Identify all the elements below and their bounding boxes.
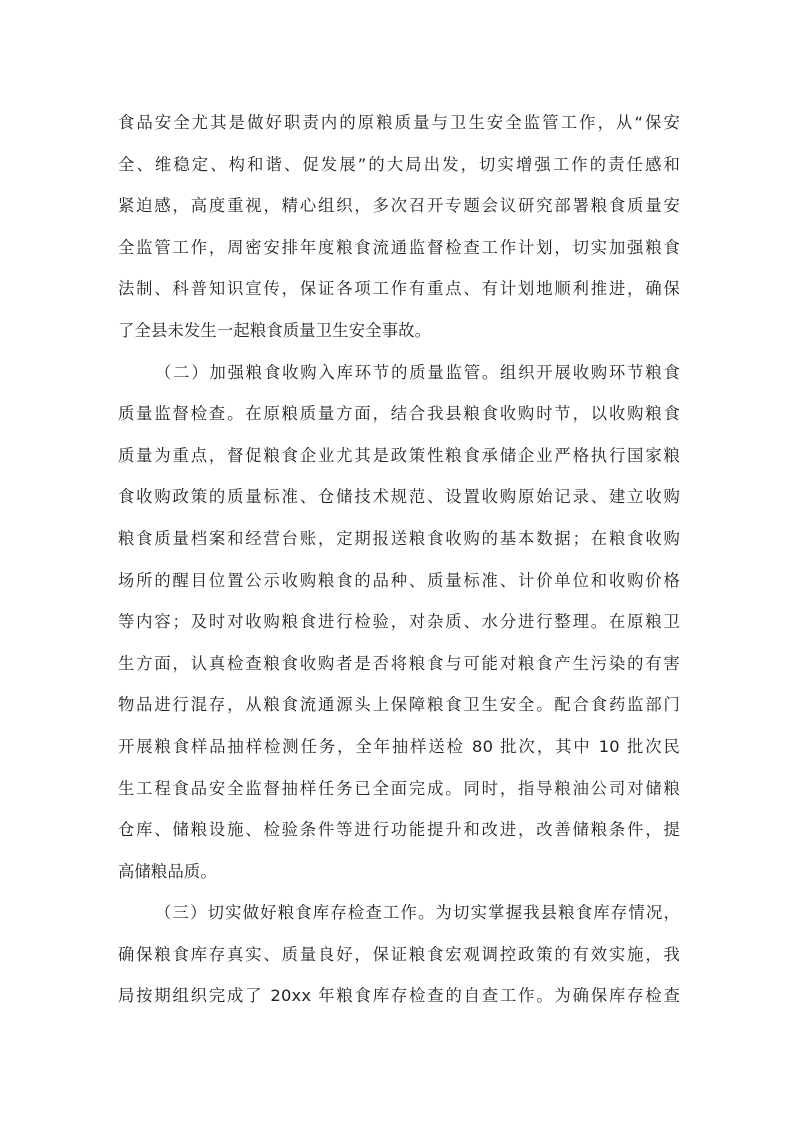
text-line: 质量监督检查。在原粮质量方面，结合我县粮食收购时节，以收购粮食 [118, 404, 680, 424]
text-line: 等内容；及时对收购粮食进行检验，对杂质、水分进行整理。在原粮卫 [118, 612, 680, 632]
text-line: 物品进行混存，从粮食流通源头上保障粮食卫生安全。配合食药监部门 [118, 695, 680, 715]
document-body [118, 102, 680, 1017]
text-line: 紧迫感，高度重视，精心组织，多次召开专题会议研究部署粮食质量安 [118, 196, 680, 216]
text-line: 粮食质量档案和经营台账，定期报送粮食收购的基本数据；在粮食收购 [118, 528, 680, 548]
paragraph-first-line: （三）切实做好粮食库存检查工作。为切实掌握我县粮食库存情况， [155, 903, 680, 923]
text-line: 全、维稳定、构和谐、促发展”的大局出发，切实增强工作的责任感和 [118, 154, 680, 174]
text-line: 确保粮食库存真实、质量良好，保证粮食宏观调控政策的有效实施，我 [118, 944, 680, 964]
text-line: 法制、科普知识宣传，保证各项工作有重点、有计划地顺利推进，确保 [118, 279, 680, 299]
text-line: 食品安全尤其是做好职责内的原粮质量与卫生安全监管工作，从“保安 [118, 113, 680, 132]
text-line: 开展粮食样品抽样检测任务，全年抽样送检 80 批次，其中 10 批次民 [118, 736, 680, 756]
text-line: 生工程食品安全监督抽样任务已全面完成。同时，指导粮油公司对储粮 [118, 778, 680, 798]
text-line: 了全县未发生一起粮食质量卫生安全事故。 [118, 320, 432, 340]
text-line: 全监管工作，周密安排年度粮食流通监督检查工作计划，切实加强粮食 [118, 237, 680, 257]
text-line: 局按期组织完成了 20xx 年粮食库存检查的自查工作。为确保库存检查 [118, 986, 680, 1006]
text-line: 食收购政策的质量标准、仓储技术规范、设置收购原始记录、建立收购 [118, 487, 680, 507]
text-line: 质量为重点，督促粮食企业尤其是政策性粮食承储企业严格执行国家粮 [118, 445, 680, 465]
text-line: 场所的醒目位置公示收购粮食的品种、质量标准、计价单位和收购价格 [118, 570, 680, 590]
paragraph-first-line: （二）加强粮食收购入库环节的质量监管。组织开展收购环节粮食 [155, 362, 680, 382]
text-line: 高储粮品质。 [118, 861, 217, 881]
text-line: 仓库、储粮设施、检验条件等进行功能提升和改进，改善储粮条件，提 [118, 820, 680, 840]
text-line: 生方面，认真检查粮食收购者是否将粮食与可能对粮食产生污染的有害 [118, 653, 680, 673]
